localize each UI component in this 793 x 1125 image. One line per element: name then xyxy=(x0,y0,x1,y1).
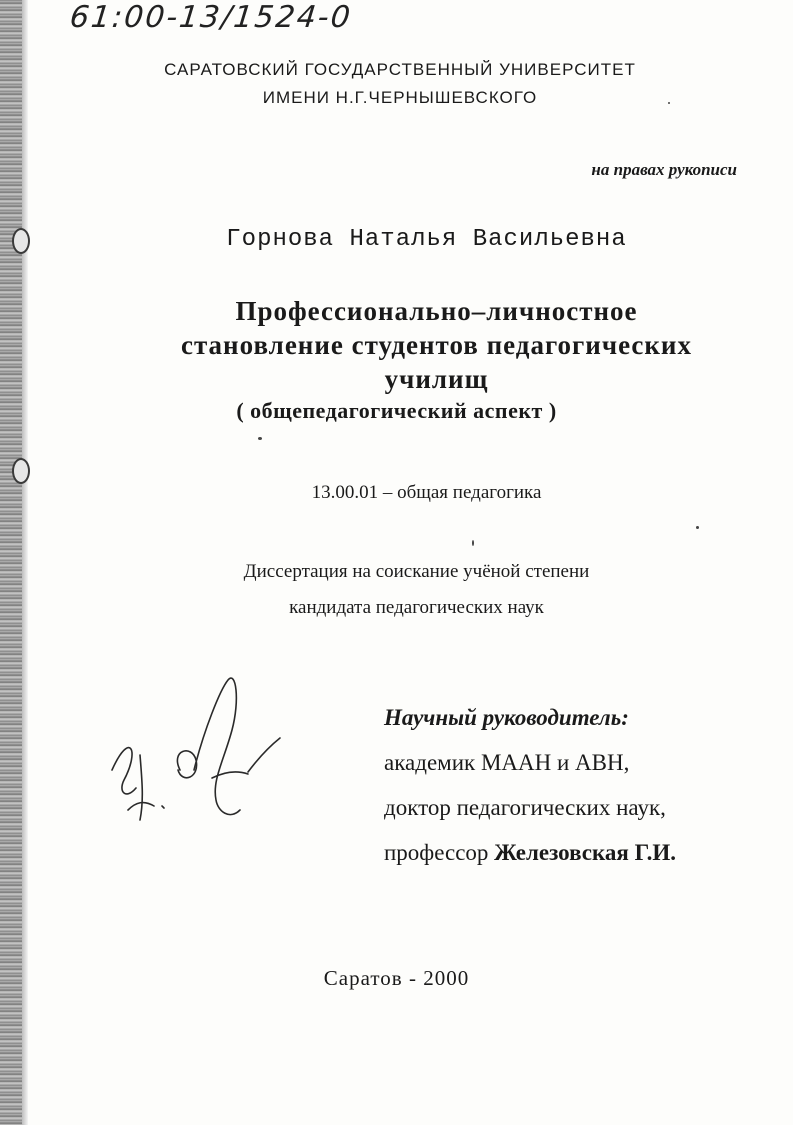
city-year: Саратов - 2000 xyxy=(323,966,470,990)
title-line-3: училищ xyxy=(384,364,489,394)
degree-line-1: Диссертация на соискание учёной степени xyxy=(243,561,590,582)
supervisor-line-2: доктор педагогических наук, xyxy=(384,795,666,820)
supervisor-line-1: академик МААН и АВН, xyxy=(384,750,630,775)
binding-hole-icon xyxy=(12,458,30,484)
degree-line-2: кандидата педагогических наук xyxy=(289,597,544,618)
scan-speck xyxy=(258,437,262,440)
scan-speck xyxy=(696,526,699,529)
title-line-1: Профессионально–личностное xyxy=(235,296,638,326)
binding-hole-icon xyxy=(12,228,30,254)
scan-binding-edge xyxy=(0,0,22,1125)
supervisor-title: профессор xyxy=(384,840,495,865)
supervisor-line-3 xyxy=(384,830,676,875)
scan-speck xyxy=(472,540,474,546)
supervisor-label: Научный руководитель: xyxy=(384,705,629,730)
degree-statement xyxy=(20,554,793,626)
supervisor-block xyxy=(384,695,676,875)
supervisor-name: Железовская Г.И. xyxy=(494,840,677,865)
university-line-2: ИМЕНИ Н.Г.ЧЕРНЫШЕВСКОГО xyxy=(262,88,538,107)
specialty-code: 13.00.01 – общая педагогика xyxy=(311,482,542,503)
author-name: Горнова Наталья Васильевна xyxy=(226,226,627,253)
university-line-1: САРАТОВСКИЙ ГОСУДАРСТВЕННЫЙ УНИВЕРСИТЕТ xyxy=(164,60,636,79)
scan-speck xyxy=(668,102,670,104)
dissertation-title xyxy=(40,294,793,396)
handwritten-signature xyxy=(100,660,290,840)
rights-note: на правах рукописи xyxy=(591,160,737,179)
title-subtitle: ( общепедагогический аспект ) xyxy=(236,398,557,423)
university-heading xyxy=(60,56,740,112)
archive-number: 61:00-13/1524-0 xyxy=(68,0,354,35)
title-line-2: становление студентов педагогических xyxy=(180,330,692,360)
